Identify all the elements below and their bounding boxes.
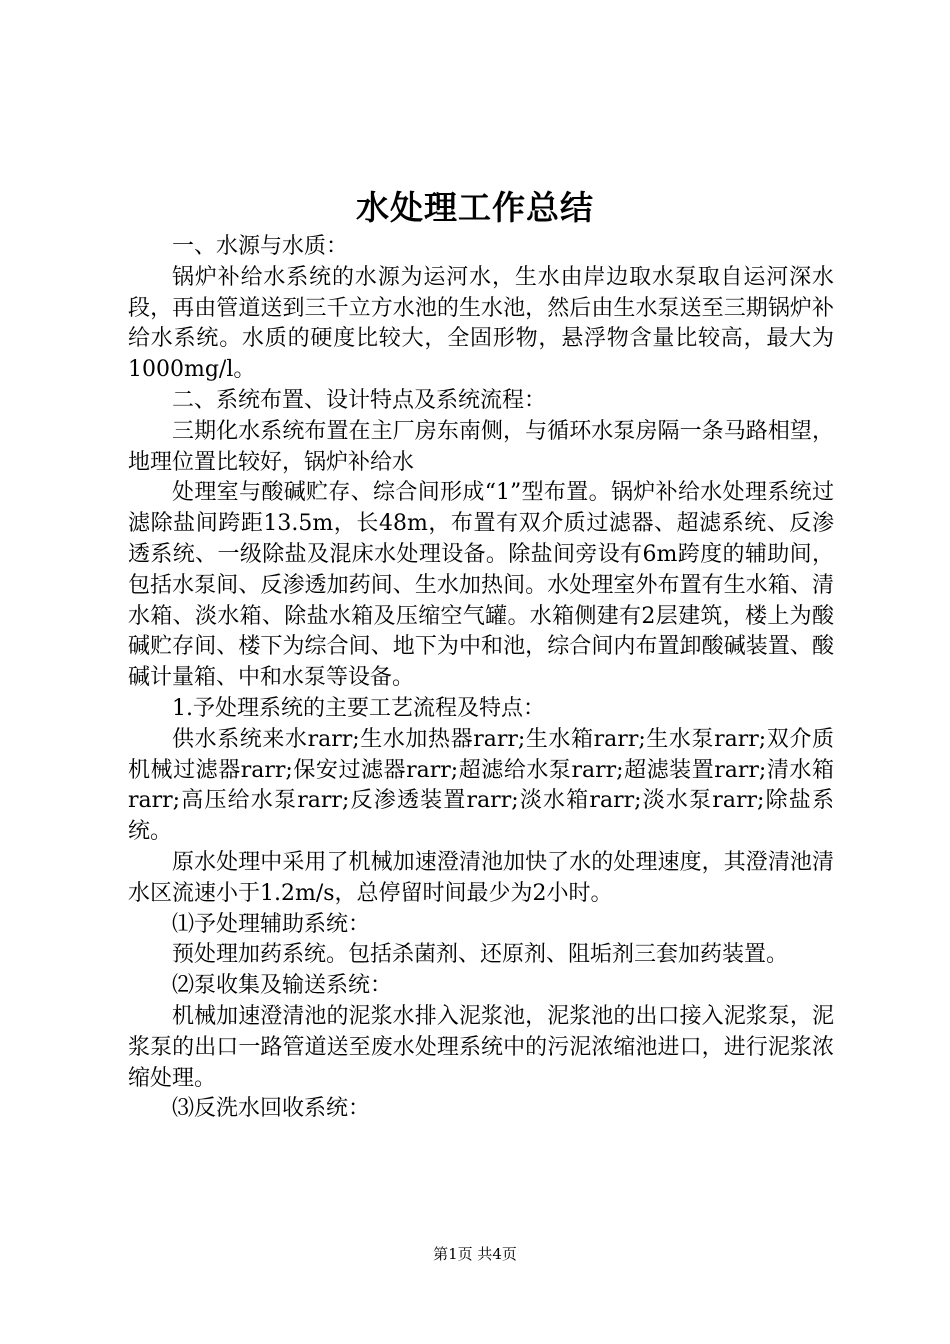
item-heading-auxiliary: ⑴予处理辅助系统： — [172, 911, 371, 937]
paragraph-layout-detail: 处理室与酸碱贮存、综合间形成“1”型布置。锅炉补给水处理系统过滤除盐间跨距13.5m，长48m，布置有双介质过滤器、超滤系统、反渗透系统、一级除盐及混床水处理设备。除盐间旁设有6m跨度的辅助间，包括水泵间、反渗透加药间、生水加热间。水处理室外布置有生水箱、清水箱、淡水箱、除盐水箱及压缩空气罐。水箱侧建有2层建筑，楼上为酸碱贮存间、楼下为综合间、地下为中和池，综合间内布置卸酸碱装置、酸碱计量箱、中和水泵等设备。 — [128, 480, 834, 691]
paragraph-sludge: 机械加速澄清池的泥浆水排入泥浆池，泥浆池的出口接入泥浆泵，泥浆泵的出口一路管道送至废水处理系统中的污泥浓缩池进口，进行泥浆浓缩处理。 — [128, 1003, 834, 1091]
paragraph-dosing: 预处理加药系统。包括杀菌剂、还原剂、阻垢剂三套加药装置。 — [172, 942, 789, 968]
page-footer: 第1页 共4页 — [433, 1245, 517, 1263]
document-body — [128, 232, 834, 1125]
paragraph-layout-intro: 三期化水系统布置在主厂房东南侧，与循环水泵房隔一条马路相望，地理位置比较好，锅炉补给水 — [128, 418, 834, 475]
paragraph-clarifier: 原水处理中采用了机械加速澄清池加快了水的处理速度，其澄清池清水区流速小于1.2m/s，总停留时间最少为2小时。 — [128, 849, 834, 906]
item-heading-pump-collection: ⑵泵收集及输送系统： — [172, 973, 393, 999]
subsection-heading-pretreatment: 1.予处理系统的主要工艺流程及特点： — [172, 695, 545, 721]
item-heading-backwash: ⑶反洗水回收系统： — [172, 1096, 371, 1122]
section-heading-system-layout: 二、系统布置、设计特点及系统流程： — [172, 387, 547, 413]
document-title: 水处理工作总结 — [356, 188, 594, 227]
paragraph-process-flow: 供水系统来水rarr;生水加热器rarr;生水箱rarr;生水泵rarr;双介质机械过滤器rarr;保安过滤器rarr;超滤给水泵rarr;超滤装置rarr;清水箱rarr;高压给水泵rarr;反渗透装置rarr;淡水箱rarr;淡水泵rarr;除盐系统。 — [128, 726, 834, 845]
paragraph-water-source: 锅炉补给水系统的水源为运河水，生水由岸边取水泵取自运河深水段，再由管道送到三千立方水池的生水池，然后由生水泵送至三期锅炉补给水系统。水质的硬度比较大，全固形物，悬浮物含量比较高，最大为1000mg/l。 — [128, 264, 834, 383]
section-heading-water-source: 一、水源与水质： — [172, 234, 349, 259]
